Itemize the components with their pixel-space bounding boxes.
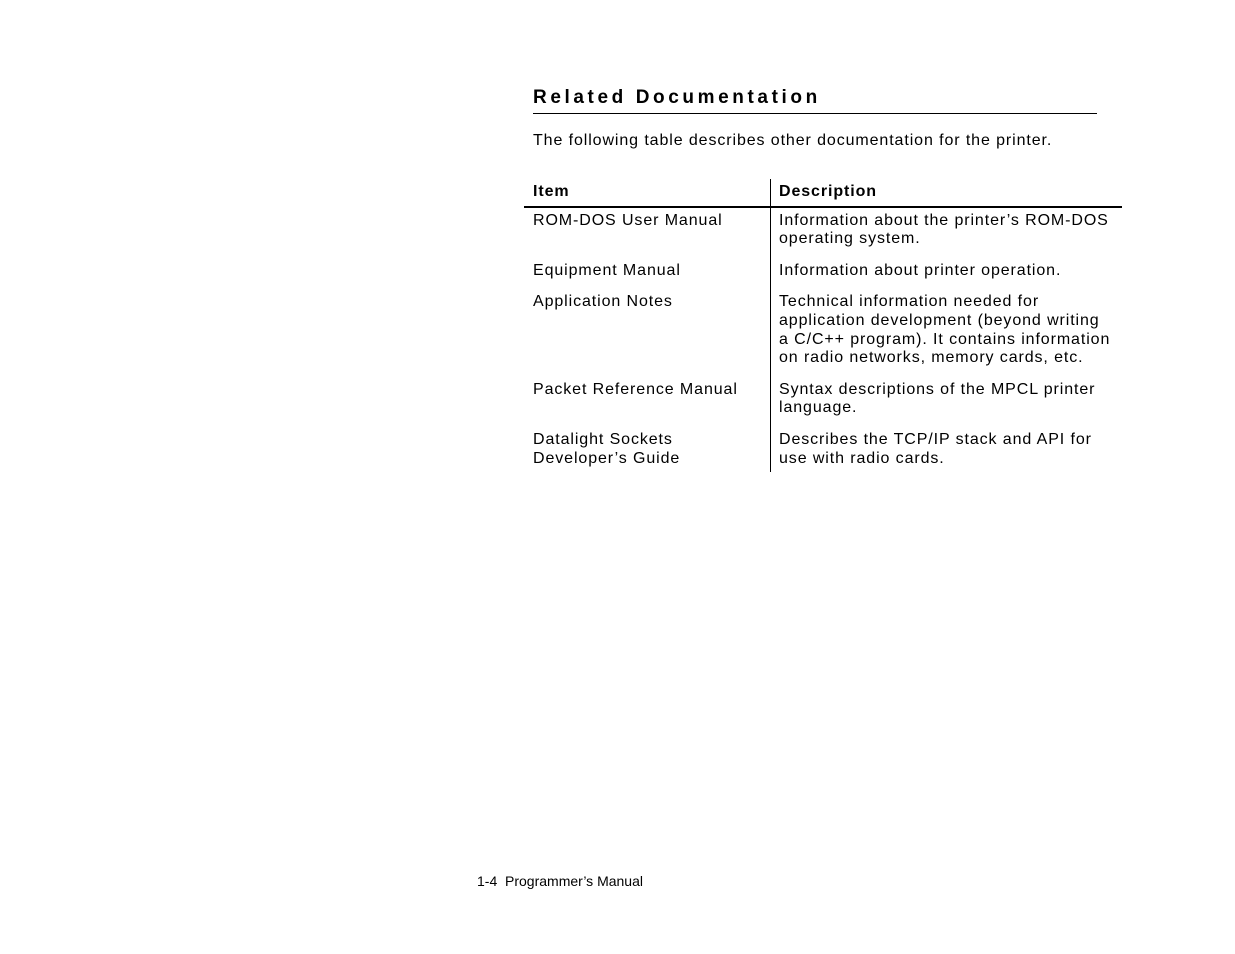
description-cell: Describes the TCP/IP stack and API for use with radio cards. bbox=[779, 430, 1092, 467]
column-header-item: Item bbox=[524, 179, 771, 207]
table-row bbox=[524, 258, 1122, 290]
table-header-row bbox=[524, 179, 1122, 207]
page-footer: 1-4 Programmer’s Manual bbox=[477, 873, 643, 889]
column-header-description: Description bbox=[771, 179, 1123, 207]
item-cell: Datalight Sockets Developer’s Guide bbox=[524, 427, 771, 472]
table-row bbox=[524, 289, 1122, 376]
description-cell: Information about printer operation. bbox=[779, 261, 1062, 279]
table-row bbox=[524, 207, 1122, 258]
item-cell: Equipment Manual bbox=[524, 258, 771, 290]
item-cell: Packet Reference Manual bbox=[524, 377, 771, 427]
item-cell: ROM-DOS User Manual bbox=[524, 207, 771, 258]
description-cell: Syntax descriptions of the MPCL printer language. bbox=[779, 380, 1096, 417]
description-cell: Technical information needed for application development (beyond writing a C/C++ program). It contains information on radio networks, memory cards, etc. bbox=[779, 293, 1111, 367]
table-row bbox=[524, 427, 1122, 472]
documentation-table bbox=[524, 179, 1122, 472]
section-heading: Related Documentation bbox=[533, 86, 1097, 114]
item-cell: Application Notes bbox=[524, 289, 771, 376]
intro-paragraph: The following table describes other documentation for the printer. bbox=[533, 132, 1053, 149]
table-row bbox=[524, 377, 1122, 427]
description-cell: Information about the printer’s ROM-DOS operating system. bbox=[779, 211, 1109, 248]
